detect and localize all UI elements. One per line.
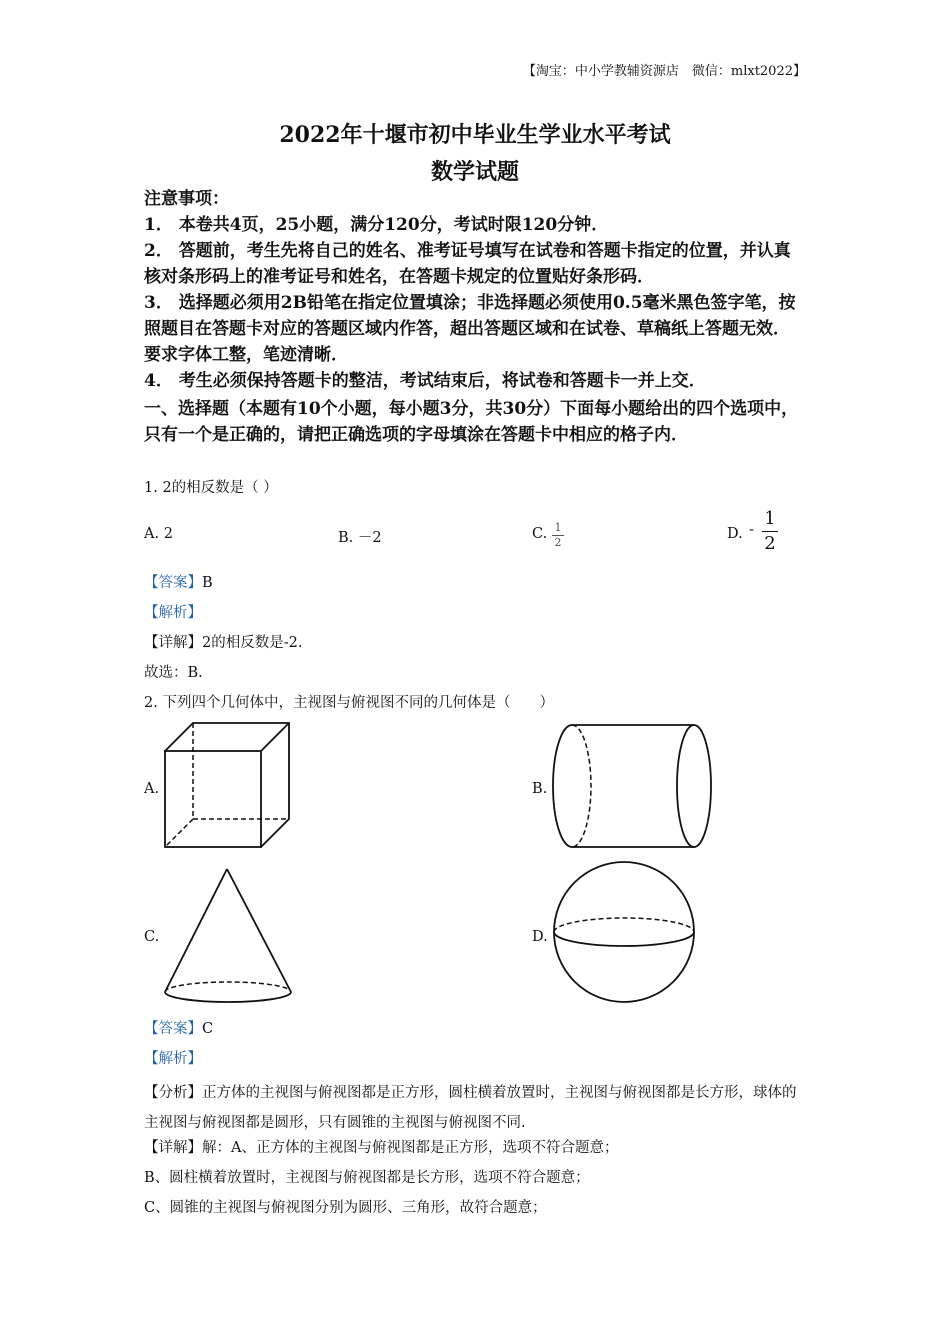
q1-option-d-sign: - [749,520,755,538]
fraction-numerator: 1 [764,508,776,529]
answer-value: B [202,575,213,591]
q2-detail-line-2: B、圆柱横着放置时，主视图与俯视图都是长方形，选项不符合题意； [144,1170,590,1186]
section-instructions: 一、选择题（本题有10个小题，每小题3分，共30分）下面每小题给出的四个选项中，只有一个是正确的，请把正确选项的字母填涂在答题卡中相应的格子内． [144,399,799,445]
fenxi-text: 正方体的主视图与俯视图都是正方形，圆柱横着放置时，主视图与俯视图都是长方形，球体的主视图与俯视图都是圆形，只有圆锥的主视图与俯视图不同. [144,1085,797,1131]
q2-answer [144,1019,213,1039]
note-2: 2． 答题前，考生先将自己的姓名、准考证号填写在试卷和答题卡指定的位置，并认真核对条形码上的准考证号和姓名，在答题卡规定的位置贴好条形码． [144,241,791,287]
answer-value: C [202,1021,214,1037]
exam-subtitle: 数学试题 [430,159,519,185]
q1-conclusion: 故选：B. [144,665,203,681]
note-3: 3． 选择题必须用2B铅笔在指定位置填涂；非选择题必须使用0.5毫米黑色签字笔，按照题目在答题卡对应的答题区域内作答，超出答题区域和在试卷、草稿纸上答题无效．要求字体工整，笔迹清晰． [144,293,796,365]
q2-label-d: D. [532,929,548,945]
page-header: 【淘宝：中小学教辅资源店 微信：mlxt2022】 [522,64,806,79]
q2-fenxi [144,1078,806,1138]
q1-option-c-fraction [552,522,564,549]
q1-option-b: B. －2 [338,530,382,546]
answer-tag: 【答案】 [144,1021,202,1037]
q1-detail [144,633,302,653]
detail-tag: 【详解】 [144,635,202,651]
q1-analysis-tag: 【解析】 [144,605,202,621]
q1-option-d: D. [727,526,743,542]
q2-analysis-tag: 【解析】 [144,1051,202,1067]
fraction-denominator: 2 [554,536,562,549]
detail-tag: 【详解】 [144,1140,202,1156]
q2-stem: 2. 下列四个几何体中，主视图与俯视图不同的几何体是（ ） [144,695,554,711]
q2-label-c: C. [144,929,160,945]
sphere-figure [550,858,698,1006]
note-1: 1． 本卷共4页，25小题，满分120分，考试时限120分钟． [144,215,609,235]
fraction-numerator: 1 [554,521,562,534]
fraction-denominator: 2 [764,533,776,554]
detail-text: 2的相反数是-2. [202,635,303,651]
notes-title: 注意事项： [144,189,229,209]
q2-label-b: B. [532,781,548,797]
q1-answer [144,573,213,593]
cone-figure [160,864,300,1008]
note-4: 4． 考生必须保持答题卡的整洁，考试结束后，将试卷和答题卡一并上交． [144,371,706,391]
detail-text: 解：A、正方体的主视图与俯视图都是正方形，选项不符合题意； [202,1140,619,1156]
cylinder-figure [548,720,718,852]
q1-option-a: A. 2 [144,526,173,542]
fenxi-tag: 【分析】 [144,1085,202,1101]
q1-option-d-fraction [762,509,778,554]
q2-detail-line-3: C、圆锥的主视图与俯视图分别为圆形、三角形，故符合题意； [144,1200,547,1216]
q2-detail-line-1 [144,1138,618,1158]
q2-label-a: A. [144,781,160,797]
answer-tag: 【答案】 [144,575,202,591]
q1-option-c: C. [532,526,548,542]
q1-stem: 1. 2的相反数是（ ） [144,480,278,496]
cube-figure [160,718,295,852]
exam-title: 2022年十堰市初中毕业生学业水平考试 [279,122,671,148]
